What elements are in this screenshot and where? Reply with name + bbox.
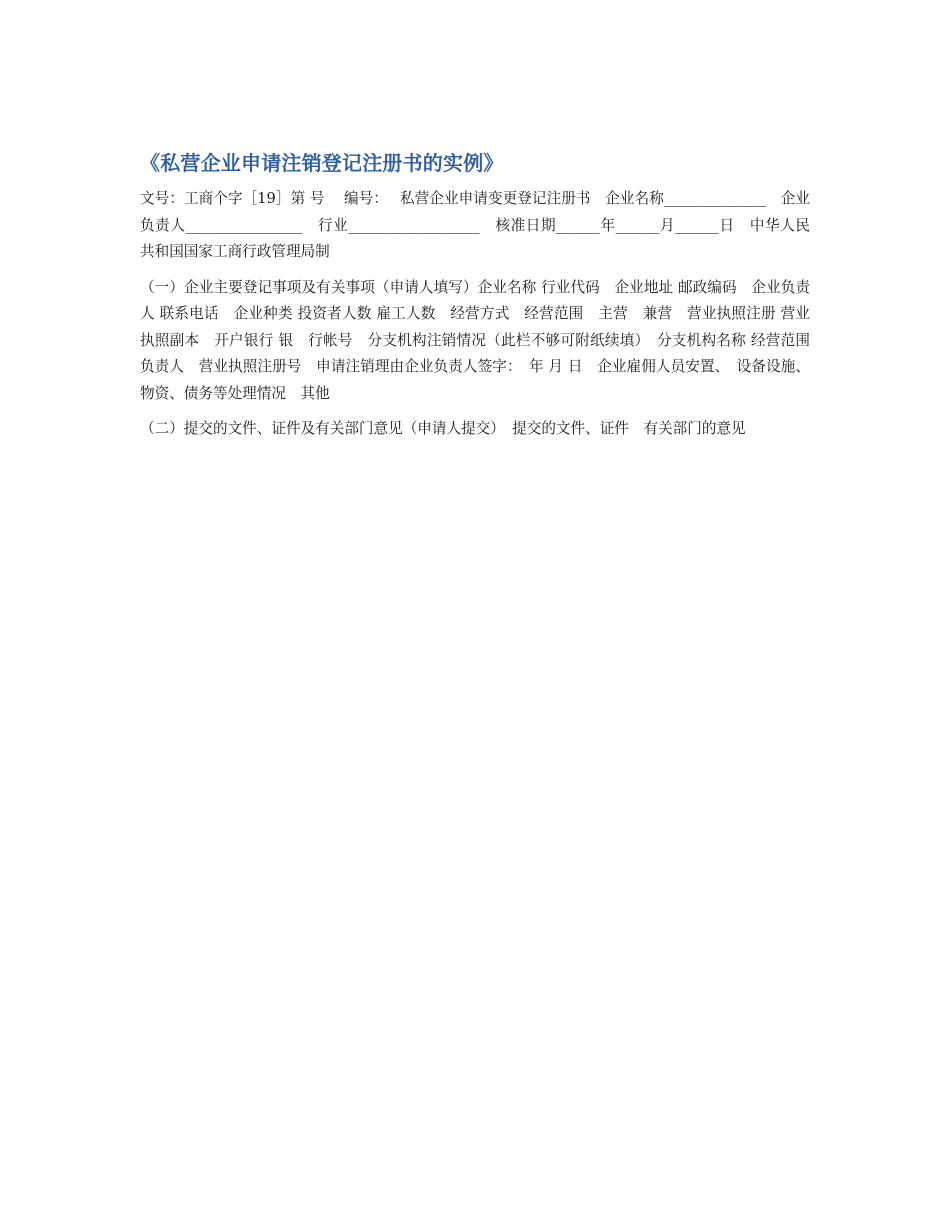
section-one-paragraph: （一）企业主要登记事项及有关事项（申请人填写）企业名称 行业代码 企业地址 邮政编码 企业负责人 联系电话 企业种类 投资者人数 雇工人数 经营方式 经营范围 主营 兼营 营业执照注册 营业执照副本 开户银行 银 行帐号 分支机构注销情况（此栏不够可附纸续填） 分支机构名称 经营范围 负责人 营业执照注册号 申请注销理由企业负责人签字： 年 月 日 企业雇佣人员安置、 设备设施、物资、债务等处理情况 其他 <box>140 278 810 402</box>
document-page <box>140 146 810 443</box>
header-paragraph: 文号：工商个字［19］第 号 编号： 私营企业申请变更登记注册书 企业名称______________ 企业负责人________________ 行业__________________ 核准日期______年______月______日 中华人民共和国国家工商行政管理局制 <box>140 190 810 260</box>
document-title: 《私营企业申请注销登记注册书的实例》 <box>140 151 504 175</box>
section-two-paragraph: （二）提交的文件、证件及有关部门意见（申请人提交） 提交的文件、证件 有关部门的意见 <box>140 420 746 437</box>
